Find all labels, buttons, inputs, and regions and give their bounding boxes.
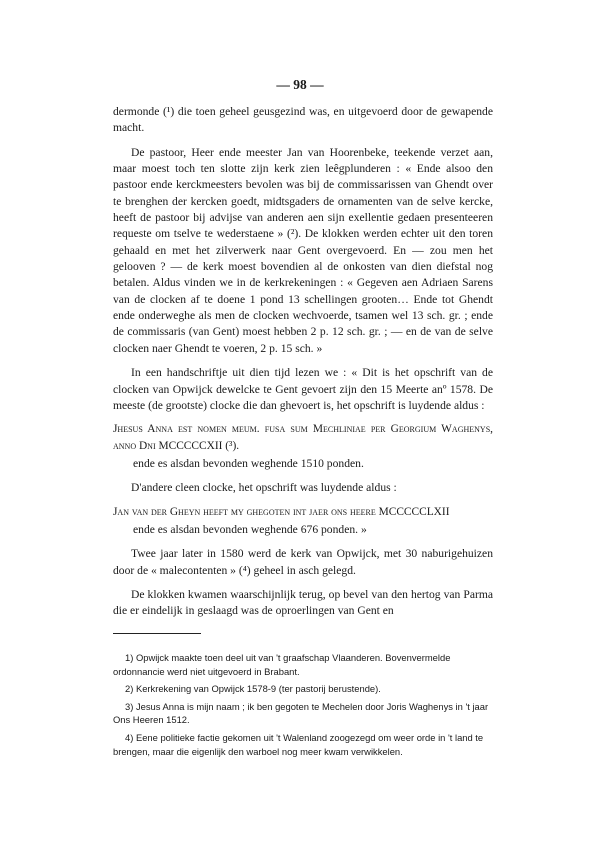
bell-inscription-1: Jhesus Anna est nomen meum. fusa sum Mechliniae per Georgium Waghenys, anno Dni MCCCCCXII (³). (113, 423, 493, 452)
paragraph-3: In een handschriftje uit dien tijd lezen we : « Dit is het opschrift van de clocken van Opwijck dewelcke te Gent gevoert zijn den 15 Meerte anº 1578. De meeste (de grootste) clocke die dan ghevoert is, het opschrift is luydende aldus : (113, 366, 493, 412)
footnote-4: 4) Eene politieke factie gekomen uit 't Walenland zoogezegd om weer orde in 't land te brengen, maar die eigenlijk den warboel nog meer kwam verwikkelen. (113, 731, 484, 757)
bell-inscription-2: Jan van der Gheyn heeft my ghegoten int jaer ons heere MCCCCCLXII (113, 505, 450, 518)
footnote-3: 3) Jesus Anna is mijn naam ; ik ben gegoten te Mechelen door Joris Waghenys in 't jaar Ons Heeren 1512. (113, 700, 489, 726)
footnote-2: 2) Kerkrekening van Opwijck 1578-9 (ter pastorij berustende). (125, 683, 381, 695)
body-text (113, 104, 493, 620)
page-number: — 98 — (276, 77, 324, 92)
paragraph-1: dermonde (¹) die toen geheel geusgezind was, en uitgevoerd door de gewapende macht. (113, 105, 493, 135)
paragraph-5: De klokken kwamen waarschijnlijk terug, op bevel van den hertog van Parma die er eindelijk in geslaagd was de oproerlingen van Gent en (113, 587, 493, 618)
footnotes (113, 651, 497, 762)
paragraph-2: De pastoor, Heer ende meester Jan van Hoorenbeke, teekende verzet aan, maar moest toch ten slotte zijn kerk zien leêgplunderen : « Ende alsoo den pastoor ende kerckmeesters bevolen was bij de commissarissen van Ghendt over te brenghen der kercken goedt, midtsgaders de ornamenten van de selve kercke, heeft de pastoor bij advijse van anderen aen sijn exellentie gedaen presenteeren requeste om tselve te wederstaene » (²). De klokken werden echter uit den toren gehaald en met het zilverwerk naar Gent overgevoerd. En — zou men het gelooven ? — de kerk moest bovendien al de onkosten van dien diefstal nog betalen. Aldus vinden we in de kerkrekeningen : « Gegeven aen Adriaen Sarens van de clocken af te doene 1 pond 13 schellingen grooten… Ende tot Ghendt ende onderweghe als men de clocken wechvoerde, tsamen wel 13 sch. gr. ; ende de commissaris (van Gent) moest hebben 2 p. 12 sch. gr. ; — en de van de selve clocken naer Ghendt te voeren, 2 p. 15 sch. » (113, 145, 493, 355)
paragraph-4: Twee jaar later in 1580 werd de kerk van Opwijck, met 30 naburigehuizen door de « malecontenten » (⁴) geheel in asch gelegd. (113, 547, 493, 577)
footnote-divider (113, 633, 201, 634)
footnote-1: 1) Opwijck maakte toen deel uit van 't graafschap Vlaanderen. Bovenvermelde ordonnancie werd niet uitgevoerd in Brabant. (113, 652, 451, 677)
paragraph-second-bell: D'andere cleen clocke, het opschrift was luydende aldus : (131, 481, 397, 495)
bell-weight-1: ende es alsdan bevonden weghende 1510 ponden. (133, 456, 364, 470)
bell-weight-2: ende es alsdan bevonden weghende 676 ponden. » (133, 522, 367, 536)
